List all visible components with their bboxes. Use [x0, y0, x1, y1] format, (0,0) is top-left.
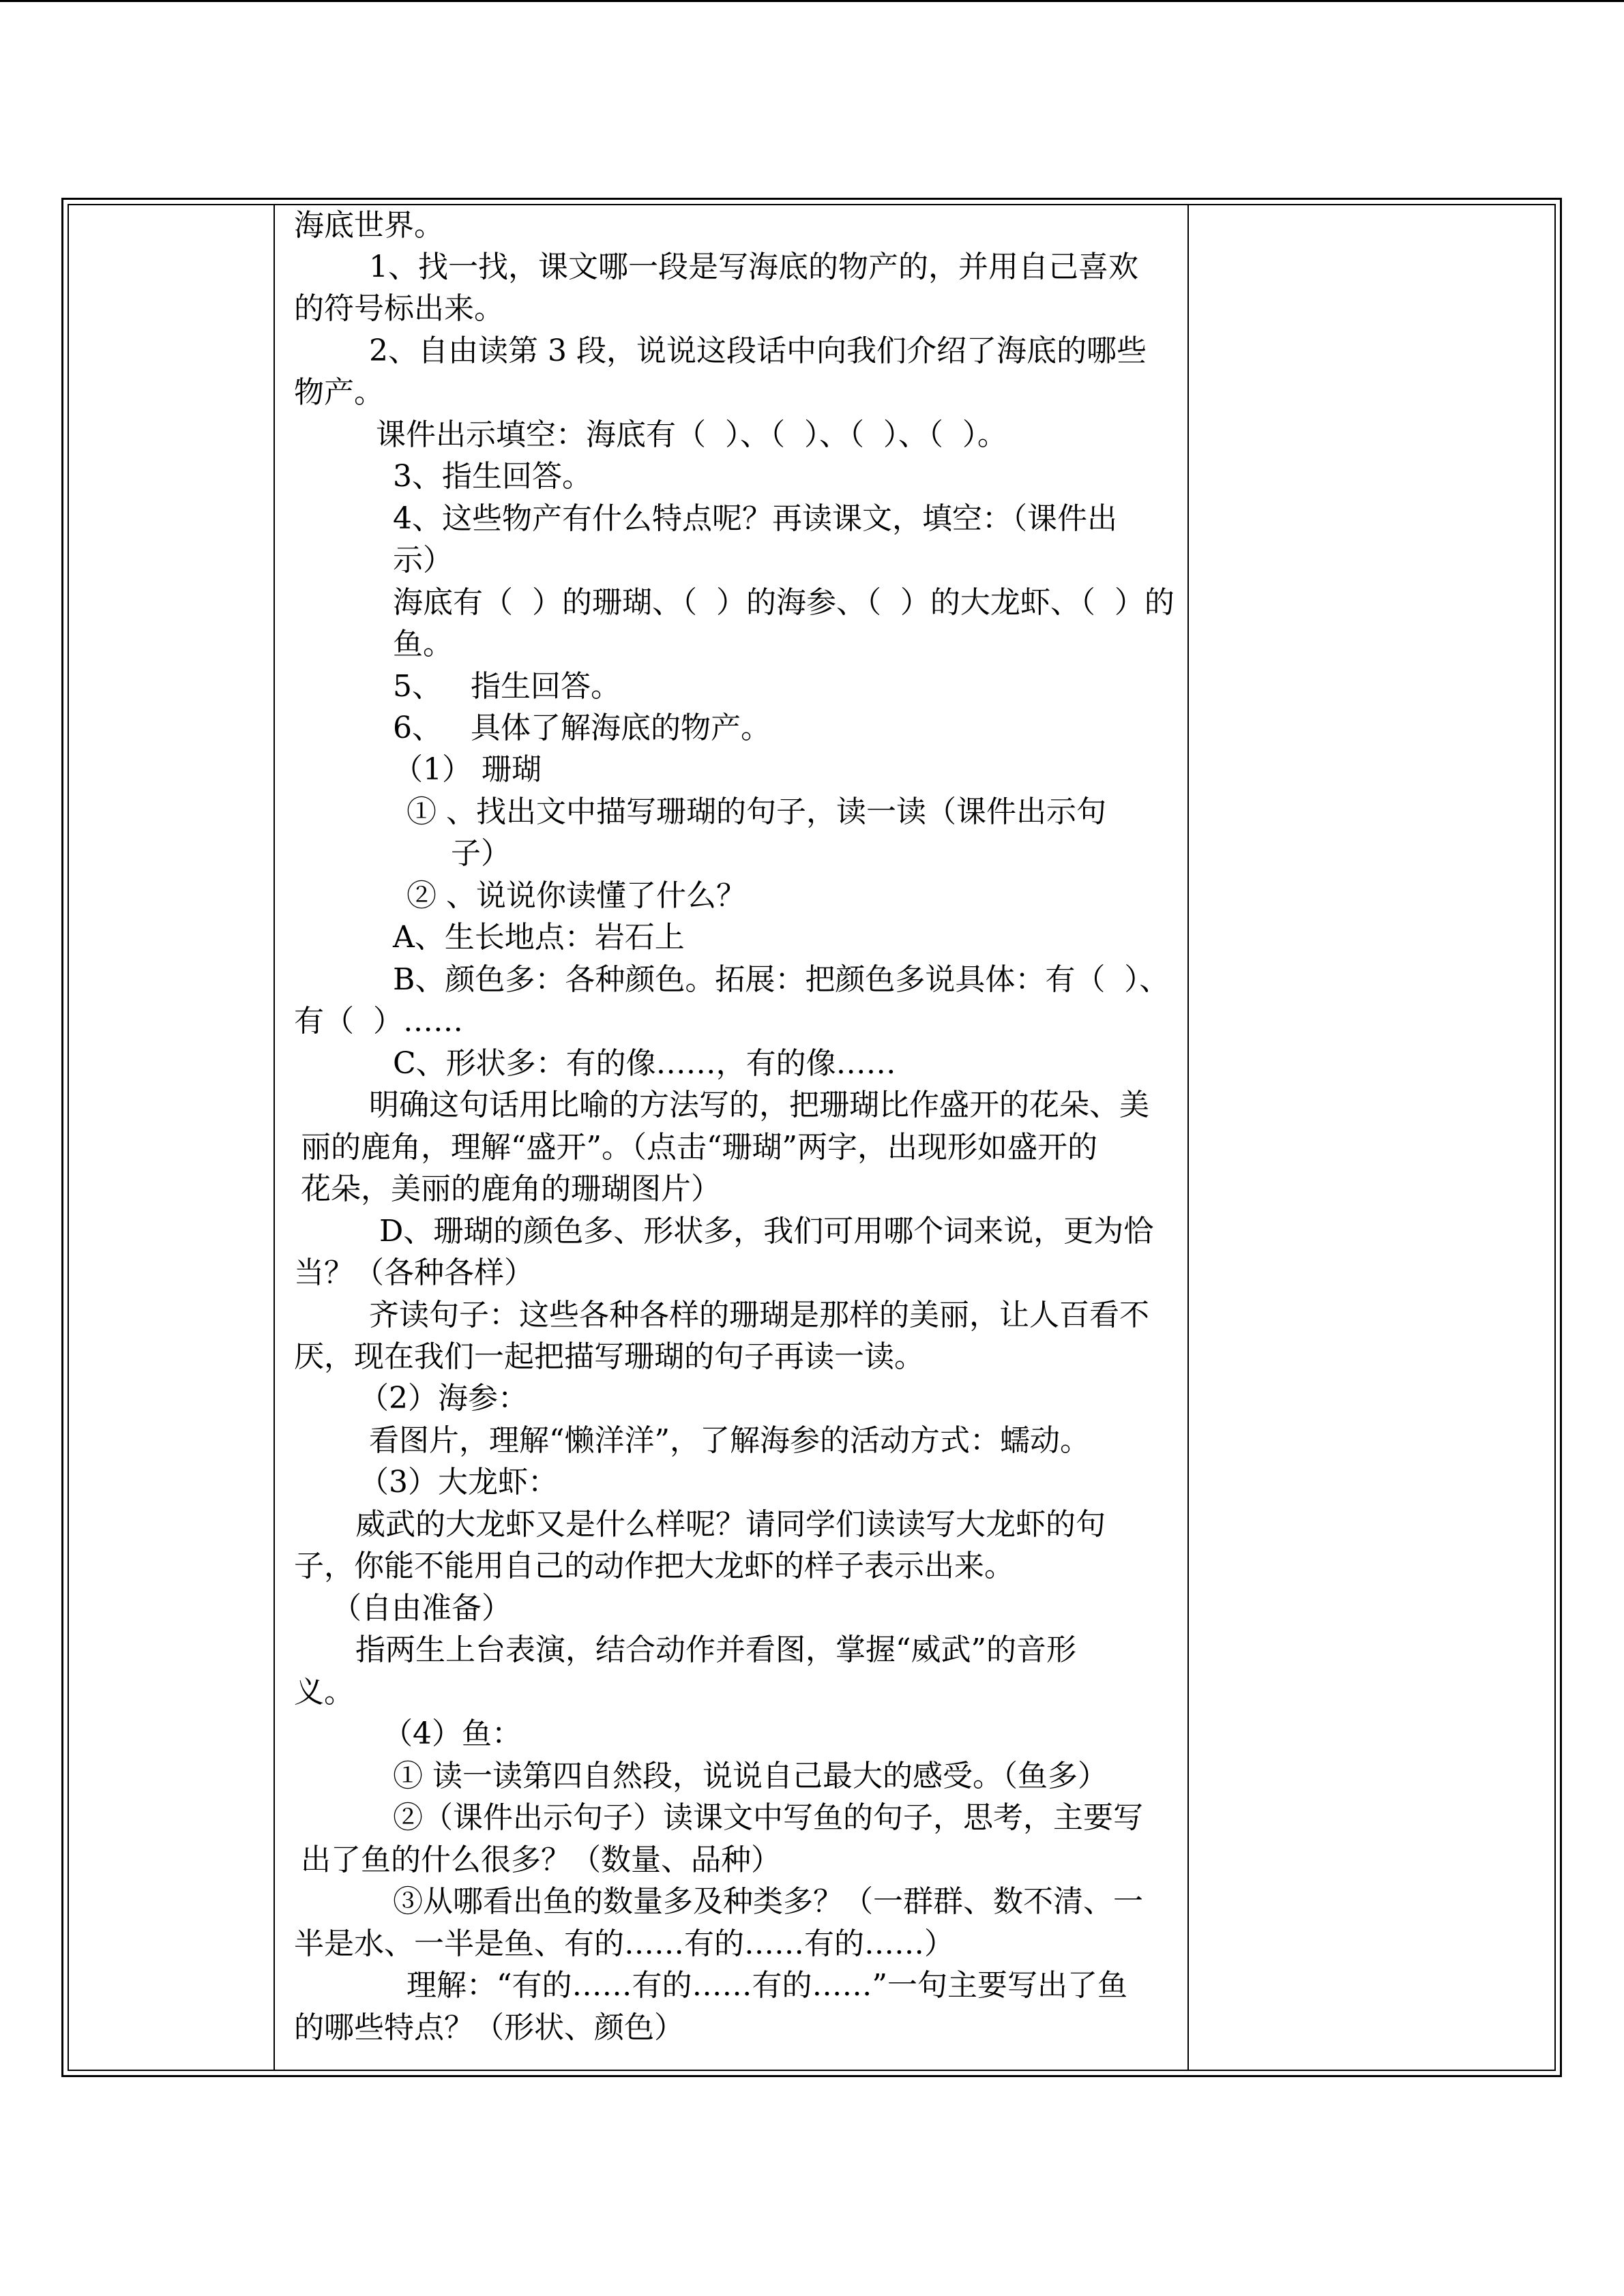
- text-line: ② 、说说你读懂了什么？: [407, 878, 746, 913]
- left-column-divider: [274, 205, 275, 2070]
- text-line: ① 读一读第四自然段，说说自己最大的感受。（鱼多）: [393, 1759, 1108, 1793]
- text-line: 厌，现在我们一起把描写珊瑚的句子再读一读。: [294, 1339, 924, 1374]
- text-line: 5、 指生回答。: [393, 669, 621, 704]
- text-line: 的符号标出来。: [294, 291, 504, 326]
- text-line: （3）大龙虾：: [359, 1465, 558, 1500]
- text-line: （2）海参：: [359, 1381, 528, 1416]
- text-line: 理解：“有的……有的……有的……”一句主要写出了鱼: [407, 1968, 1127, 2003]
- text-line: 看图片，理解“懒洋洋”，了解海参的活动方式：蠕动。: [369, 1423, 1090, 1458]
- text-line: （1） 珊瑚: [393, 752, 542, 787]
- text-line: 丽的鹿角，理解“盛开”。（点击“珊瑚”两字，出现形如盛开的: [301, 1130, 1097, 1165]
- text-line: 指两生上台表演，结合动作并看图，掌握“威武”的音形: [355, 1632, 1076, 1667]
- text-line: 半是水、一半是鱼、有的……有的……有的……）: [294, 1926, 954, 1961]
- text-line: 义。: [294, 1675, 354, 1710]
- lesson-content-cell: [280, 205, 1249, 2070]
- text-line: 齐读句子：这些各种各样的珊瑚是那样的美丽，让人百看不: [369, 1298, 1149, 1332]
- text-line: A、生长地点：岩石上: [393, 920, 685, 955]
- text-line: 鱼。: [393, 627, 453, 661]
- text-line: D、珊瑚的颜色多、形状多，我们可用哪个词来说，更为恰: [379, 1214, 1154, 1249]
- text-line: 课件出示填空：海底有（ ）、（ ）、（ ）、（ ）。: [376, 417, 1007, 452]
- text-line: 海底有（ ）的珊瑚、（ ）的海参、（ ）的大龙虾、（ ）的: [393, 585, 1175, 620]
- text-line: 有（ ）……: [294, 1004, 463, 1039]
- text-line: B、颜色多：各种颜色。拓展：把颜色多说具体：有（ ）、: [393, 962, 1170, 997]
- text-line: （自由准备）: [331, 1591, 512, 1626]
- text-line: 海底世界。: [294, 208, 444, 243]
- text-line: 的哪些特点？（形状、颜色）: [294, 2010, 684, 2045]
- text-line: ②（课件出示句子）读课文中写鱼的句子，思考，主要写: [393, 1800, 1143, 1835]
- text-line: 当？（各种各样）: [294, 1255, 534, 1290]
- text-line: ③从哪看出鱼的数量多及种类多？（一群群、数不清、一: [393, 1884, 1143, 1919]
- lesson-table: [61, 198, 1562, 2077]
- text-line: 示）: [393, 543, 453, 578]
- text-line: 6、 具体了解海底的物产。: [393, 711, 771, 745]
- text-line: 威武的大龙虾又是什么样呢？请同学们读读写大龙虾的句: [355, 1507, 1106, 1542]
- text-line: 3、指生回答。: [393, 459, 592, 494]
- text-line: （4）鱼：: [383, 1716, 522, 1751]
- text-line: 2、自由读第 3 段，说说这段话中向我们介绍了海底的哪些: [369, 333, 1147, 368]
- text-line: 花朵，美丽的鹿角的珊瑚图片）: [301, 1172, 721, 1206]
- text-line: ① 、找出文中描写珊瑚的句子，读一读（课件出示句: [407, 794, 1106, 829]
- text-line: 子）: [451, 836, 511, 871]
- text-line: C、形状多：有的像……，有的像……: [393, 1046, 896, 1081]
- text-line: 1、找一找，课文哪一段是写海底的物产的，并用自己喜欢: [369, 250, 1138, 284]
- text-line: 子，你能不能用自己的动作把大龙虾的样子表示出来。: [294, 1549, 1014, 1583]
- page-top-border: [0, 0, 1624, 2]
- lesson-table-inner-border: [68, 204, 1556, 2071]
- text-line: 明确这句话用比喻的方法写的，把珊瑚比作盛开的花朵、美: [369, 1088, 1149, 1122]
- text-line: 物产。: [294, 375, 384, 410]
- text-line: 4、这些物产有什么特点呢？再读课文，填空：（课件出: [393, 501, 1117, 536]
- text-line: 出了鱼的什么很多？（数量、品种）: [301, 1843, 781, 1877]
